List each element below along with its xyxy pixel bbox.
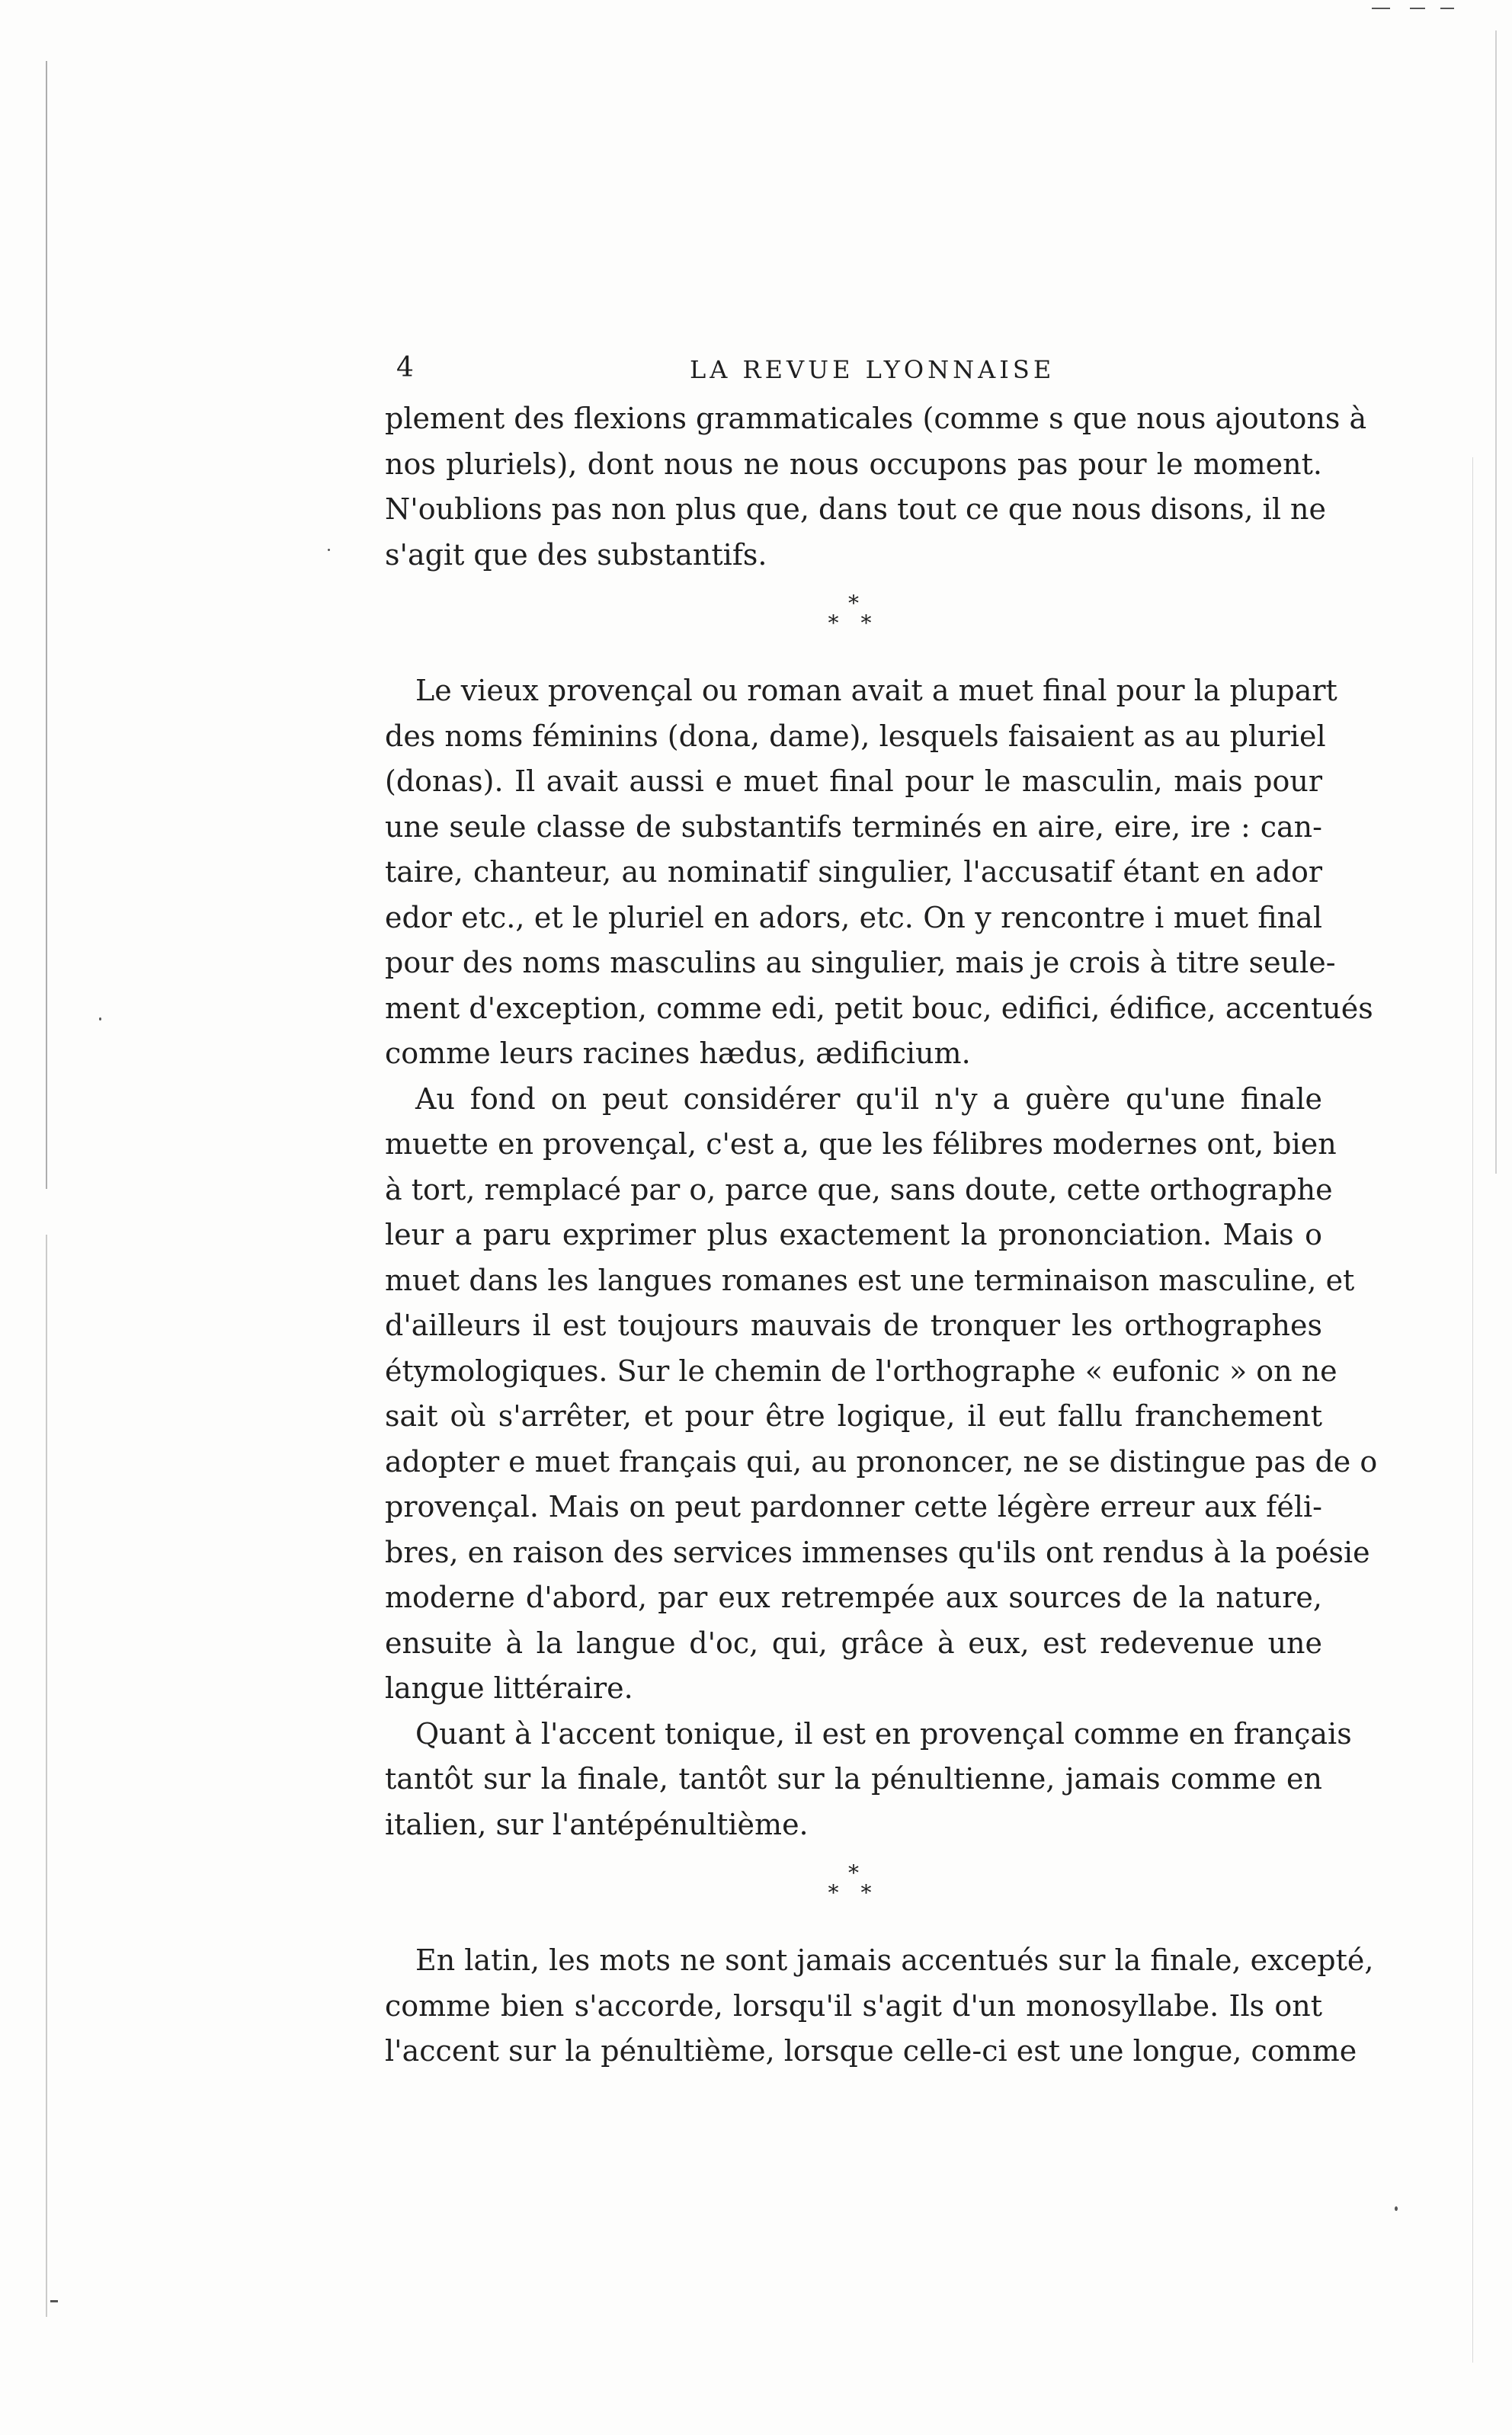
text-line: pour des noms masculins au singulier, mais je crois à titre seule-: [385, 946, 1336, 979]
text-line: des noms féminins (dona, dame), lesquels faisaient as au pluriel: [385, 719, 1326, 753]
text-line: Le vieux provençal ou roman avait a muet final pour la plupart: [415, 674, 1337, 707]
text-line: à tort, remplacé par o, parce que, sans doute, cette orthographe: [385, 1172, 1333, 1206]
text-line: une seule classe de substantifs terminés en aire, eire, ire : can-: [385, 809, 1322, 844]
text-line: comme bien s'accorde, lorsqu'il s'agit d'un monosyllabe. Ils ont: [385, 1988, 1322, 2023]
paragraph-vieux-provencal: [385, 668, 1373, 1077]
text-line: muet dans les langues romanes est une terminaison masculine, et: [385, 1263, 1355, 1297]
asterism-stars-bottom: * *: [828, 1880, 879, 1905]
text-line: provençal. Mais on peut pardonner cette légère erreur aux féli-: [385, 1490, 1322, 1523]
text-line: sait où s'arrêter, et pour être logique, il eut fallu franchement: [385, 1399, 1322, 1433]
text-line: plement des flexions grammaticales (comme s que nous ajoutons à: [385, 402, 1367, 435]
scan-edge-line-right-inner: [1472, 457, 1473, 2363]
text-line: s'agit que des substantifs.: [385, 537, 767, 572]
page-number: 4: [396, 352, 414, 383]
section-asterism: [385, 578, 1322, 668]
text-line: étymologiques. Sur le chemin de l'orthographe « eufonic » on ne: [385, 1354, 1337, 1388]
text-line: N'oublions pas non plus que, dans tout ce que nous disons, il ne: [385, 492, 1327, 526]
asterism-star-top: *: [848, 591, 859, 616]
text-line: taire, chanteur, au nominatif singulier, l'accusatif étant en ador: [385, 855, 1322, 889]
text-line: En latin, les mots ne sont jamais accentués sur la finale, excepté,: [415, 1943, 1374, 1977]
text-line: leur a paru exprimer plus exactement la prononciation. Mais o: [385, 1218, 1322, 1251]
paragraph-en-latin: [385, 1938, 1374, 2075]
running-head: [396, 352, 1341, 390]
text-line: muette en provençal, c'est a, que les félibres modernes ont, bien: [385, 1127, 1337, 1161]
text-line: moderne d'abord, par eux retrempée aux sources de la nature,: [385, 1581, 1322, 1614]
asterism-stars-bottom: * *: [828, 610, 879, 636]
text-line: edor etc., et le pluriel en adors, etc. On y rencontre i muet final: [385, 900, 1322, 934]
article-body: [385, 396, 1378, 2075]
section-asterism: [385, 1847, 1322, 1938]
text-line: italien, sur l'antépénultième.: [385, 1807, 809, 1841]
text-line: comme leurs racines hædus, ædificium.: [385, 1036, 971, 1070]
text-line: tantôt sur la finale, tantôt sur la pénultienne, jamais comme en: [385, 1762, 1322, 1796]
paragraph-continuation: [385, 396, 1367, 578]
asterism-star-top: *: [848, 1860, 859, 1886]
text-line: adopter e muet français qui, au prononcer, ne se distingue pas de o: [385, 1444, 1378, 1479]
text-line: d'ailleurs il est toujours mauvais de tronquer les orthographes: [385, 1309, 1322, 1342]
scan-edge-line-right: [1495, 30, 1497, 1174]
journal-title: LA REVUE LYONNAISE: [690, 355, 1056, 384]
scan-edge-line-left: [46, 61, 47, 1189]
paragraph-au-fond: [385, 1077, 1378, 1712]
text-line: nos pluriels), dont nous ne nous occupons pas pour le moment.: [385, 447, 1322, 481]
text-line: (donas). Il avait aussi e muet final pour le masculin, mais pour: [385, 764, 1322, 798]
scan-edge-line-left-lower: [46, 1235, 47, 2317]
text-line: ment d'exception, comme edi, petit bouc, edifici, édifice, accentués: [385, 991, 1373, 1025]
text-line: Au fond on peut considérer qu'il n'y a guère qu'une finale: [415, 1081, 1322, 1116]
text-line: langue littéraire.: [385, 1671, 633, 1705]
paragraph-accent-tonique: [385, 1712, 1352, 1848]
text-line: ensuite à la langue d'oc, qui, grâce à eux, est redevenue une: [385, 1626, 1322, 1660]
text-line: bres, en raison des services immenses qu'ils ont rendus à la poésie: [385, 1535, 1370, 1569]
text-line: l'accent sur la pénultième, lorsque celle-ci est une longue, comme: [385, 2034, 1357, 2068]
text-line: Quant à l'accent tonique, il est en provençal comme en français: [415, 1716, 1352, 1751]
